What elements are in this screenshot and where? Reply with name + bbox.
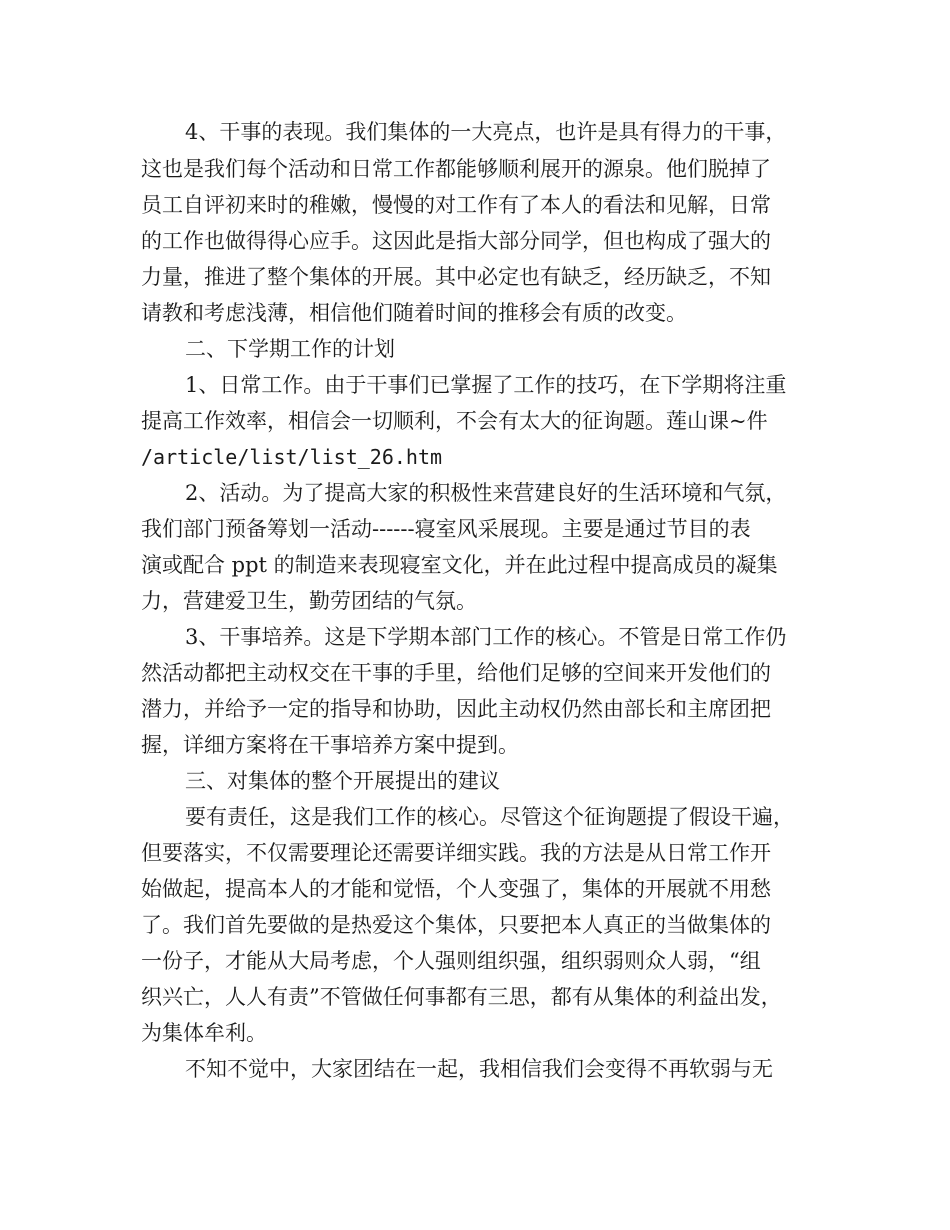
text-line: 潜力，并给予一定的指导和协助，因此主动权仍然由部长和主席团把 [141, 697, 771, 721]
text-line: 2、活动。为了提高大家的积极性来营建良好的生活环境和气氛， [185, 481, 787, 505]
text-line: 一份子，才能从大局考虑，个人强则组织强，组织弱则众人弱，“组 [141, 949, 761, 973]
text-line: 提高工作效率，相信会一切顺利，不会有太大的征询题。莲山课~件 [141, 409, 768, 433]
text-line: 1、日常工作。由于干事们已掌握了工作的技巧，在下学期将注重 [185, 373, 787, 397]
text-line: 请教和考虑浅薄，相信他们随着时间的推移会有质的改变。 [141, 301, 687, 325]
text-line: 这也是我们每个活动和日常工作都能够顺利展开的源泉。他们脱掉了 [141, 157, 771, 181]
text-line: 的工作也做得得心应手。这因此是指大部分同学，但也构成了强大的 [141, 229, 771, 253]
text-line: 织兴亡，人人有责”不管做任何事都有三思，都有从集体的利益出发， [141, 985, 782, 1009]
section-heading: 三、对集体的整个开展提出的建议 [185, 769, 500, 793]
text-line: 为集体牟利。 [141, 1021, 267, 1045]
text-line: 不知不觉中，大家团结在一起，我相信我们会变得不再软弱与无 [185, 1057, 773, 1081]
text-line: 握，详细方案将在干事培养方案中提到。 [141, 733, 519, 757]
text-line: 始做起，提高本人的才能和觉悟，个人变强了，集体的开展就不用愁 [141, 877, 771, 901]
text-line: 我们部门预备筹划一活动------寝室风采展现。主要是通过节目的表 [141, 517, 751, 541]
url-text: /article/list/list_26.htm [141, 445, 443, 469]
text-line: 力，营建爱卫生，勤劳团结的气氛。 [141, 589, 477, 613]
text-line: 演或配合 ppt 的制造来表现寝室文化，并在此过程中提高成员的凝集 [141, 553, 778, 577]
text-line: 4、干事的表现。我们集体的一大亮点，也许是具有得力的干事， [185, 120, 787, 144]
text-line: 然活动都把主动权交在干事的手里，给他们足够的空间来开发他们的 [141, 661, 771, 685]
text-line: 力量，推进了整个集体的开展。其中必定也有缺乏，经历缺乏，不知 [141, 265, 771, 289]
section-heading: 二、下学期工作的计划 [185, 337, 395, 361]
text-line: 3、干事培养。这是下学期本部门工作的核心。不管是日常工作仍 [185, 625, 787, 649]
text-line: 要有责任，这是我们工作的核心。尽管这个征询题提了假设干遍， [185, 805, 794, 829]
text-line: 员工自评初来时的稚嫩，慢慢的对工作有了本人的看法和见解，日常 [141, 193, 771, 217]
text-line: 了。我们首先要做的是热爱这个集体，只要把本人真正的当做集体的 [141, 913, 771, 937]
text-line: 但要落实，不仅需要理论还需要详细实践。我的方法是从日常工作开 [141, 841, 771, 865]
